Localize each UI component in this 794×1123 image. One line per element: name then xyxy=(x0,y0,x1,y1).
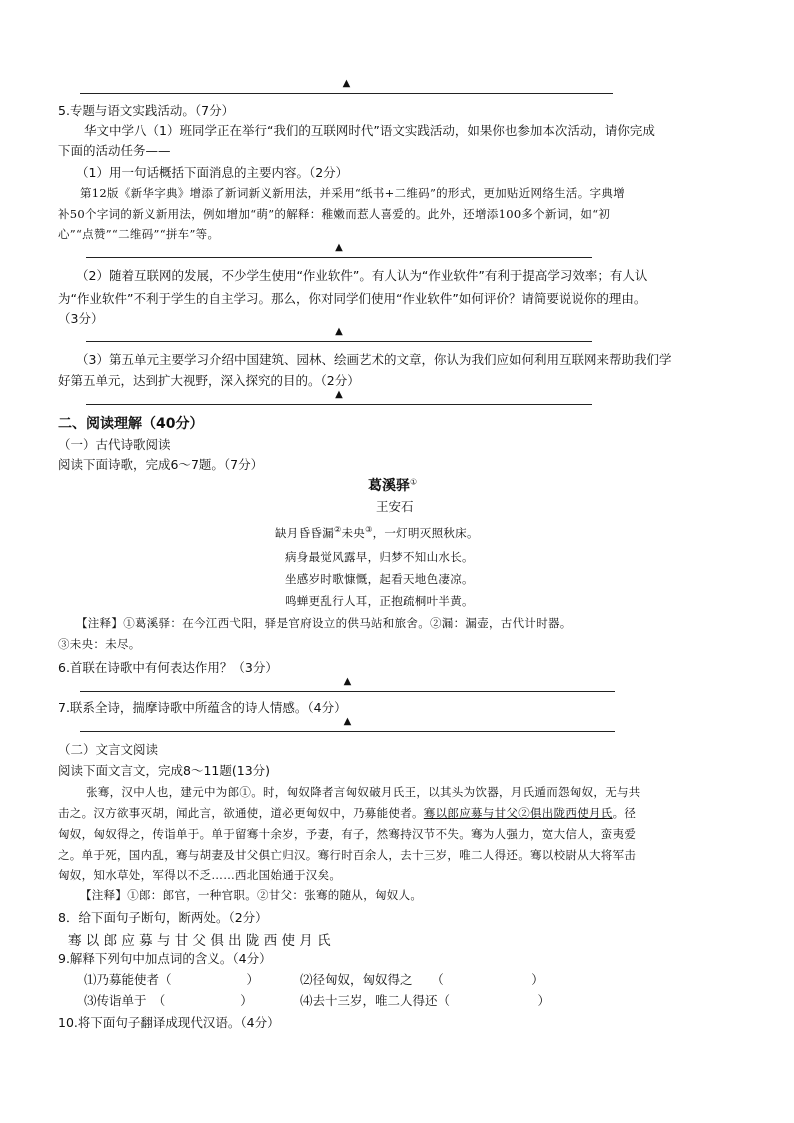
poem-note-line1: 【注释】①葛溪驿：在今江西弋阳，驿是官府设立的供马站和旅舍。②漏：漏壶，古代计时器。 xyxy=(76,616,572,630)
q5-task1: （1）用一句话概括下面消息的主要内容。（2分） xyxy=(76,165,349,180)
answer-line[interactable] xyxy=(86,326,592,342)
passage-line2: 击之。汉方欲事灭胡，闻此言，欲通使，道必更匈奴中，乃募能使者。骞以郎应募与甘父②俱出陇西使月氏。径 xyxy=(58,806,637,820)
answer-line[interactable] xyxy=(86,389,592,405)
q9-item1: ⑴乃募能使者（ ） xyxy=(84,972,260,987)
answer-line[interactable] xyxy=(80,78,613,94)
question-9: 9.解释下列句中加点词的含义。（4分） xyxy=(58,951,272,966)
section-2-title: 二、阅读理解（40分） xyxy=(58,416,204,432)
passage-line1: 张骞，汉中人也，建元中为郎①。时，匈奴降者言匈奴破月氏王，以其头为饮器，月氏遁而怨匈奴，无与共 xyxy=(86,785,641,799)
poem-line3: 坐感岁时歌慷慨，起看天地色凄凉。 xyxy=(285,572,474,586)
underlined-sentence: 骞以郎应募与甘父②俱出陇西使月氏 xyxy=(423,806,613,820)
q5-task3-line1: （3）第五单元主要学习介绍中国建筑、园林、绘画艺术的文章，你认为我们应如何利用互联网来帮助我们学 xyxy=(76,352,672,367)
passage-line4: 之。单于死，国内乱，骞与胡妻及甘父俱亡归汉。骞行时百余人，去十三岁，唯二人得还。骞以校尉从大将军击 xyxy=(58,848,637,862)
classical-intro: 阅读下面文言文，完成8～11题(13分) xyxy=(58,763,271,778)
answer-line[interactable] xyxy=(86,242,592,258)
question-6: 6.首联在诗歌中有何表达作用？（3分） xyxy=(58,660,278,675)
news-line2: 补50个字词的新义新用法，例如增加“萌”的解释：稚嫩而惹人喜爱的。此外，还增添100多个新词，如“初 xyxy=(58,207,611,221)
poem-note-line2: ③未央：未尽。 xyxy=(58,637,141,651)
triangle-marker: ▲ xyxy=(335,242,343,253)
question-5-title: 5.专题与语文实践活动。（7分） xyxy=(58,103,235,118)
triangle-marker: ▲ xyxy=(335,389,343,400)
passage-line5: 匈奴，知水草处，军得以不乏……西北国始通于汉矣。 xyxy=(58,868,342,882)
poem-line2: 病身最觉风露早，归梦不知山水长。 xyxy=(285,550,474,564)
passage-line3: 匈奴，匈奴得之，传诣单于。单于留骞十余岁，予妻，有子，然骞持汉节不失。骞为人强力，宽大信人，蛮夷爱 xyxy=(58,827,637,841)
news-line3: 心”“点赞”“二维码”“拼车”等。 xyxy=(58,227,220,241)
answer-line[interactable] xyxy=(80,676,615,692)
q8-sentence: 骞 以 郎 应 募 与 甘 父 俱 出 陇 西 使 月 氏 xyxy=(68,933,331,949)
q5-task2-line2: 为“作业软件”不利于学生的自主学习。那么，你对同学们使用“作业软件”如何评价？请简要说说你的理由。 xyxy=(58,291,647,306)
q9-item4: ⑷去十三岁，唯二人得还（ ） xyxy=(300,993,551,1008)
question-8: 8．给下面句子断句，断两处。（2分） xyxy=(58,910,268,925)
news-line1: 第12版《新华字典》增添了新词新义新用法，并采用“纸书+二维码”的形式，更加贴近网络生活。字典增 xyxy=(80,186,625,200)
question-10: 10.将下面句子翻译成现代汉语。（4分） xyxy=(58,1015,280,1030)
triangle-marker: ▲ xyxy=(343,676,352,687)
subsection-classical: （二）文言文阅读 xyxy=(58,742,159,757)
triangle-marker: ▲ xyxy=(335,326,343,337)
q9-item2: ⑵径匈奴，匈奴得之 （ ） xyxy=(300,972,544,987)
question-7: 7.联系全诗，揣摩诗歌中所蕴含的诗人情感。（4分） xyxy=(58,700,347,715)
poem-line1: 缺月昏昏漏②未央③，一灯明灭照秋床。 xyxy=(275,525,479,540)
triangle-marker: ▲ xyxy=(342,78,351,89)
q5-task2-line1: （2）随着互联网的发展，不少学生使用“作业软件”。有人认为“作业软件”有利于提高学习效率；有人认 xyxy=(76,268,648,283)
q9-item3: ⑶传诣单于 （ ） xyxy=(84,993,253,1008)
triangle-marker: ▲ xyxy=(343,716,352,727)
q5-task2-line3: （3分） xyxy=(58,311,104,326)
q5-intro-line1: 华文中学八（1）班同学正在举行“我们的互联网时代”语文实践活动，如果你也参加本次活动，请你完成 xyxy=(84,123,655,138)
poem-title: 葛溪驿① xyxy=(368,477,418,494)
subsection-poetry: （一）古代诗歌阅读 xyxy=(58,437,171,452)
q5-intro-line2: 下面的活动任务—— xyxy=(58,143,171,158)
poem-author: 王安石 xyxy=(376,499,414,514)
poem-line4: 鸣蝉更乱行人耳，正抱疏桐叶半黄。 xyxy=(285,594,474,608)
passage-note: 【注释】①郎：郎官，一种官职。②甘父：张骞的随从，匈奴人。 xyxy=(80,888,423,902)
poetry-intro: 阅读下面诗歌，完成6～7题。（7分） xyxy=(58,457,264,472)
q5-task3-line2: 好第五单元，达到扩大视野，深入探究的目的。（2分） xyxy=(58,373,360,388)
answer-line[interactable] xyxy=(80,716,615,732)
